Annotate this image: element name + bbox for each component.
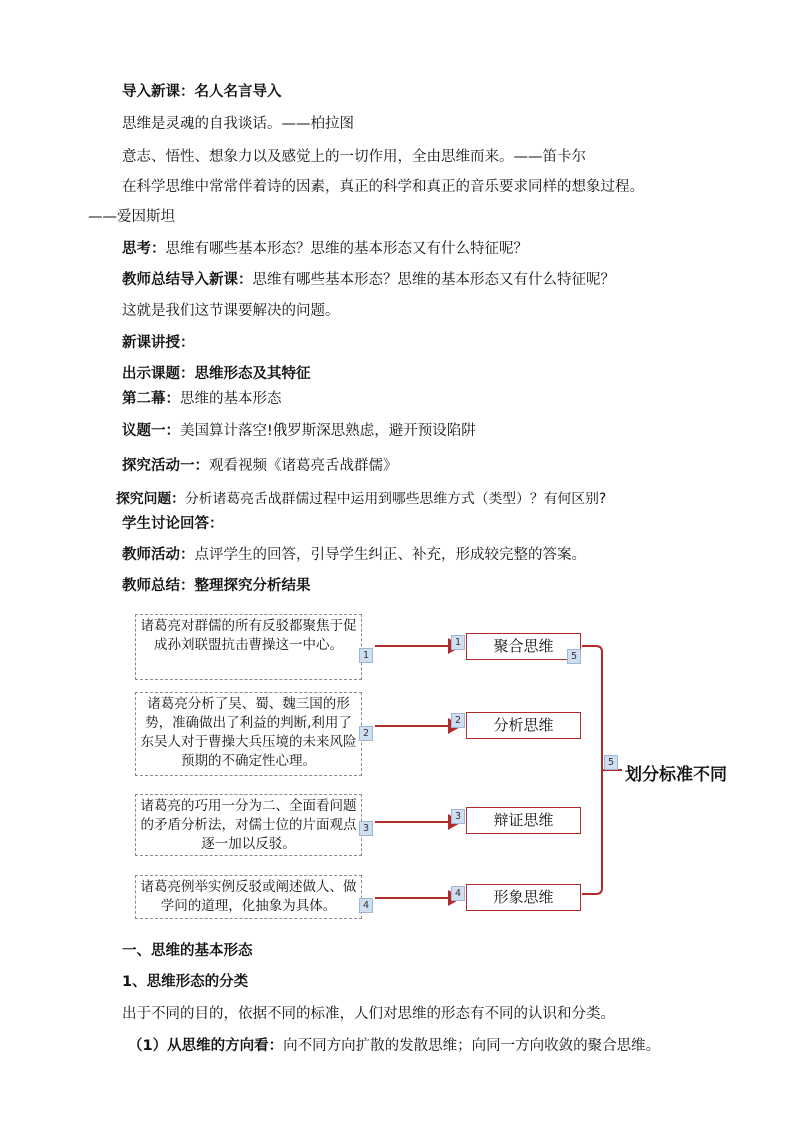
explore-activity: 探究活动一：观看视频《诸葛亮舌战群儒》: [122, 458, 398, 474]
evidence-box-1: 诸葛亮对群儒的所有反驳都聚焦于促成孙刘联盟抗击曹操这一中心。: [135, 614, 362, 680]
teacher-intro-2: 这就是我们这节课要解决的问题。: [122, 303, 340, 319]
teacher-intro: 教师总结导入新课：思维有哪些基本形态？思维的基本形态又有什么特征呢？: [122, 272, 615, 288]
think-text: 思维有哪些基本形态？思维的基本形态又有什么特征呢？: [165, 241, 528, 257]
act-two: 第二幕：思维的基本形态: [122, 391, 282, 407]
evidence-tag-3: 3: [359, 821, 373, 836]
evidence-box-2: 诸葛亮分析了吴、蜀、魏三国的形势，准确做出了利益的判断,利用了东吴人对于曹操大兵压境的未来风险预期的不确定性心理。: [135, 692, 362, 776]
student-answer: 学生讨论回答：: [122, 516, 224, 532]
issue-one: 议题一：美国算计落空!俄罗斯深思熟虑，避开预设陷阱: [122, 423, 476, 439]
criterion-label: 划分标准不同: [625, 765, 727, 785]
evidence-box-4: 诸葛亮例举实例反驳或阐述做人、做学问的道理，化抽象为具体。: [135, 875, 362, 919]
type-box-analytic: 分析思维: [466, 712, 581, 739]
evidence-tag-4: 4: [359, 898, 373, 913]
type-tag-3: 3: [451, 809, 465, 824]
direction-line: （1）从思维的方向看：向不同方向扩散的发散思维；向同一方向收敛的聚合思维。: [128, 1038, 661, 1054]
teacher-activity: 教师活动：点评学生的回答，引导学生纠正、补充，形成较完整的答案。: [122, 547, 586, 563]
new-lesson: 新课讲授：: [122, 335, 195, 351]
type-tag-2: 2: [451, 713, 465, 728]
teacher-summary: 教师总结：整理探究分析结果: [122, 578, 311, 594]
top-tag: 5: [567, 649, 581, 664]
intro-heading: 导入新课：名人名言导入: [122, 84, 282, 100]
type-box-dialectic: 辩证思维: [466, 807, 581, 834]
quote-descartes: 意志、悟性、想象力以及感觉上的一切作用，全由思维而来。——笛卡尔: [122, 149, 586, 165]
topic: 出示课题：思维形态及其特征: [122, 366, 311, 382]
brace-tag: 5: [604, 755, 618, 770]
section-one-one-heading: 1、思维形态的分类: [122, 974, 249, 990]
type-box-imagery: 形象思维: [466, 884, 581, 911]
type-box-convergent: 聚合思维: [466, 633, 581, 660]
type-tag-4: 4: [451, 886, 465, 901]
evidence-tag-2: 2: [359, 726, 373, 741]
quote-einstein: 在科学思维中常常伴着诗的因素，真正的科学和真正的音乐要求同样的想象过程。: [122, 179, 644, 195]
section-one-heading: 一、思维的基本形态: [122, 943, 253, 959]
quote-plato: 思维是灵魂的自我谈话。——柏拉图: [122, 116, 354, 132]
bracket: [582, 646, 602, 894]
explore-question: 探究问题：分析诸葛亮舌战群儒过程中运用到哪些思维方式（类型）？有何区别?: [116, 491, 607, 507]
classify-text: 出于不同的目的，依据不同的标准，人们对思维的形态有不同的认识和分类。: [122, 1006, 615, 1022]
quote-einstein-author: ——爱因斯坦: [88, 209, 175, 225]
think-question: 思考：思维有哪些基本形态？思维的基本形态又有什么特征呢？: [122, 241, 528, 257]
evidence-box-3: 诸葛亮的巧用一分为二、全面看问题的矛盾分析法，对儒士位的片面观点逐一加以反驳。: [135, 794, 362, 856]
type-tag-1: 1: [451, 635, 465, 650]
evidence-tag-1: 1: [359, 648, 373, 663]
